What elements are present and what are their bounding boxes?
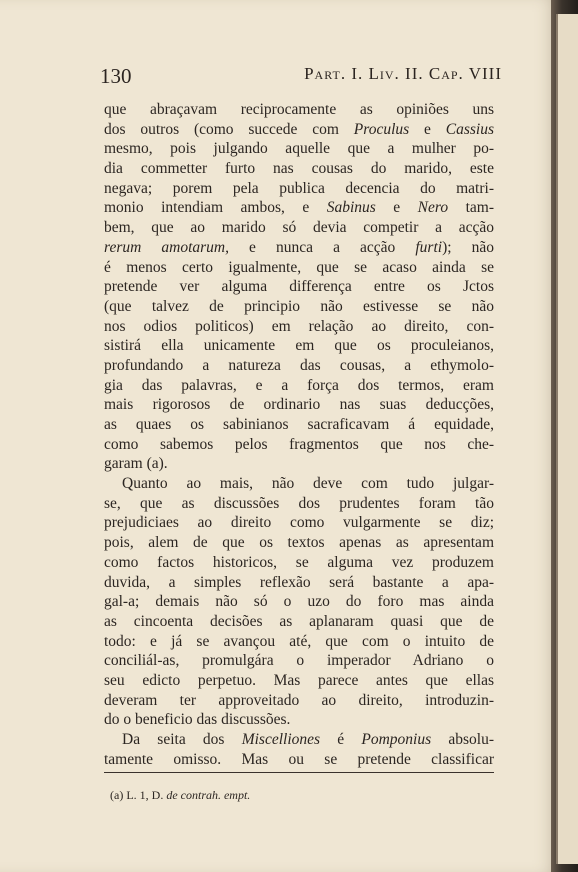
- text-line: [104, 435, 494, 455]
- text-run: todo: e já se avançou até, que com o intuito de: [104, 632, 494, 650]
- text-line: [104, 376, 494, 396]
- next-page-edge: [551, 0, 578, 872]
- text-run: sistirá ella unicamente em que os proculeianos,: [104, 337, 494, 355]
- text-line: [104, 533, 494, 553]
- footnote-citation: de contrah. empt.: [166, 788, 251, 802]
- text-run: Da seita dos: [122, 731, 242, 748]
- text-run: é menos certo igualmente, que se acaso ainda se: [104, 258, 494, 276]
- text-run: tamente omisso. Mas ou se pretende classificar: [104, 750, 494, 768]
- text-line: [104, 750, 494, 770]
- italic-term: Sabinus: [326, 199, 376, 217]
- text-run: é: [320, 731, 362, 748]
- text-line: [104, 612, 494, 632]
- text-run: mais rigorosos de ordinario nas suas deducções,: [104, 396, 494, 414]
- text-run: duvida, a simples reflexão será bastante a apa-: [104, 573, 494, 591]
- text-run: mesmo, pois julgando aquelle que a mulher po-: [104, 140, 494, 158]
- text-run: monio intendiam ambos, e: [104, 199, 327, 217]
- text-run: pretende ver alguma differença entre os Jctos: [104, 278, 494, 296]
- page-number: 130: [100, 64, 132, 88]
- text-line: [104, 651, 494, 671]
- text-line: [104, 632, 494, 652]
- text-run: bem, que ao marido só devia competir a acção: [104, 219, 494, 237]
- text-run: as cincoenta decisões as aplanaram quasi que de: [104, 612, 494, 630]
- italic-term: Nero: [417, 199, 449, 217]
- text-run: dos outros (como succede com: [104, 120, 354, 138]
- text-line: [104, 573, 494, 593]
- text-run: garam (a).: [104, 455, 168, 473]
- text-line: [104, 120, 494, 140]
- text-run: que abraçavam reciprocamente as opiniões uns: [104, 101, 494, 118]
- text-line: [104, 710, 494, 730]
- text-run: e: [409, 120, 446, 138]
- text-line: [104, 179, 494, 199]
- footnote-mark: (a) L. 1, D.: [110, 788, 167, 802]
- text-line: [104, 592, 494, 612]
- text-run: e: [375, 199, 418, 217]
- text-run: absolu-: [431, 731, 494, 748]
- text-line: [104, 238, 494, 258]
- text-run: como sabemos pelos fragmentos que nos che-: [104, 435, 494, 453]
- text-run: prejudiciaes ao direito como vulgarmente se diz;: [104, 514, 494, 532]
- next-page-sliver: [556, 14, 578, 864]
- text-line: [104, 691, 494, 711]
- italic-term: rerum amotarum,: [104, 238, 229, 256]
- text-run: ); não: [442, 238, 494, 256]
- text-line: [104, 474, 494, 494]
- text-run: do o beneficio das discussões.: [104, 711, 291, 729]
- text-line: [104, 277, 494, 297]
- text-line: [104, 258, 494, 278]
- page-header: [100, 64, 502, 94]
- text-line: [104, 356, 494, 376]
- text-run: gia das palavras, e a força dos termos, eram: [104, 376, 494, 394]
- text-line: [104, 218, 494, 238]
- text-line: [104, 159, 494, 179]
- text-line: [104, 198, 494, 218]
- text-run: profundando a natureza das cousas, a ethymolo-: [104, 356, 494, 374]
- text-line: [104, 297, 494, 317]
- text-line: [104, 415, 494, 435]
- running-head: Part. I. Liv. II. Cap. VIII: [304, 64, 502, 83]
- text-run: tam-: [448, 199, 494, 217]
- footnote-rule: [104, 772, 494, 773]
- text-run: (que talvez de principio não estivesse se não: [104, 297, 494, 315]
- italic-term: Pomponius: [361, 731, 432, 748]
- text-run: deveram ter approveitado ao direito, introduzin-: [104, 691, 494, 709]
- text-run: pois, alem de que os textos apenas as apresentam: [104, 534, 494, 552]
- text-line: [104, 454, 494, 474]
- text-run: Quanto ao mais, não deve com tudo julgar-: [122, 475, 494, 493]
- text-run: e nunca a acção: [228, 238, 416, 256]
- text-run: dia commetter furto nas cousas do marido, este: [104, 160, 494, 178]
- text-line: [104, 671, 494, 691]
- text-line: [104, 553, 494, 573]
- text-line: [104, 513, 494, 533]
- italic-term: Miscelliones: [241, 731, 321, 748]
- text-run: nos odios politicos) em relação ao direito, con-: [104, 317, 494, 335]
- italic-term: Cassius: [445, 120, 494, 138]
- italic-term: Proculus: [353, 120, 410, 138]
- text-run: como factos historicos, se alguma vez produzem: [104, 553, 494, 571]
- body-text: [104, 100, 494, 769]
- text-line: [104, 336, 494, 356]
- text-line: [104, 317, 494, 337]
- text-run: negava; porem pela publica decencia do matri-: [104, 179, 494, 197]
- text-run: conciliál-as, promulgára o imperador Adriano o: [104, 652, 494, 670]
- text-line: [104, 730, 494, 750]
- text-run: se, que as discussões dos prudentes foram tão: [104, 494, 494, 512]
- text-line: [104, 494, 494, 514]
- text-run: seu edicto perpetuo. Mas parece antes que ellas: [104, 671, 494, 689]
- italic-term: furti: [415, 238, 443, 256]
- text-line: [104, 395, 494, 415]
- text-line: [104, 100, 494, 120]
- text-run: as quaes os sabinianos sacraficavam á equidade,: [104, 416, 494, 433]
- text-run: gal-a; demais não só o uzo do foro mas ainda: [104, 593, 494, 611]
- text-line: [104, 139, 494, 159]
- footnote: [110, 788, 490, 803]
